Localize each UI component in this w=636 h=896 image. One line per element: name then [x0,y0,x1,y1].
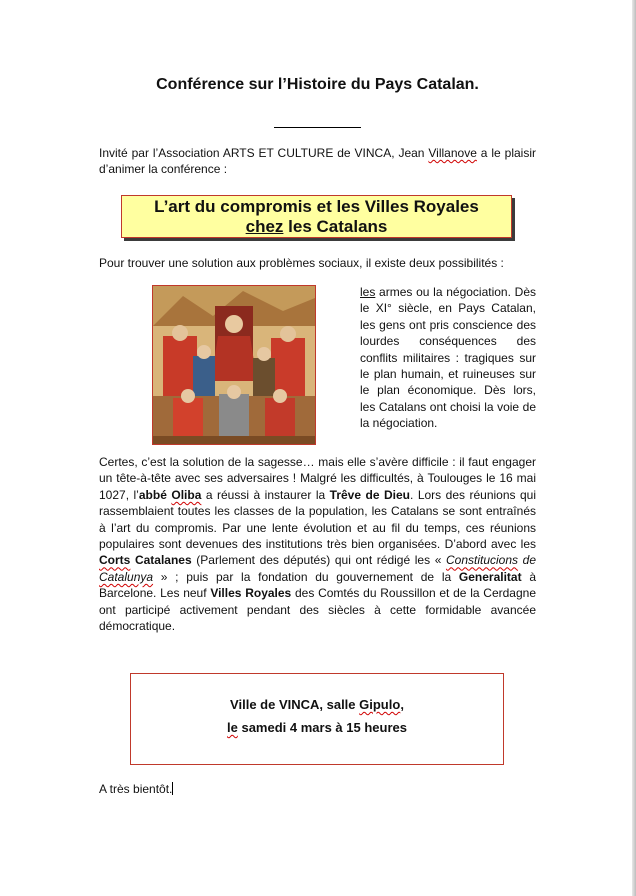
event-le: le [227,720,238,735]
possibilities-paragraph: Pour trouver une solution aux problèmes sociaux, il existe deux possibilités : [99,256,504,270]
intro-paragraph [99,145,536,178]
event-date-text: samedi 4 mars à 15 heures [237,720,407,735]
oliba: Oliba [171,487,202,502]
intro-text-end: a le plaisir d’animer la conférence : [99,146,536,177]
title-rule [274,127,361,128]
main-text-5: » ; puis par la fondation du gouvernement de la [153,569,459,584]
catalunya: Catalunya [99,569,154,584]
event-box [130,673,504,765]
abbe: abbé [138,487,172,502]
villes-royales: Villes Royales [210,586,292,601]
corts: Corts [99,553,131,568]
closing-line[interactable] [99,782,173,796]
main-text-6: à Barcelone. Les neuf [99,569,536,601]
generalitat: Generalitat [458,569,522,584]
medieval-assembly-painting [152,285,316,445]
closing-text: A très bientôt. [99,782,173,796]
headline-catalans: les Catalans [283,217,388,236]
event-comma: , [400,697,404,712]
constitucions: Constitucions [445,553,519,568]
catalanes: Catalanes [130,553,192,568]
headline-line-1: L’art du compromis et les Villes Royales [154,197,479,216]
side-first-word: les [360,285,376,299]
const-de: de [518,553,536,568]
headline-box [121,195,512,238]
main-text-7: des Comtés du Roussillon et de la Cerdagne ont participé activement pendant des siècles à cette formidable avancée démocratique. [99,586,536,634]
treve-de-dieu: Trêve de Dieu [329,487,411,502]
page-edge [632,0,636,896]
side-paragraph [360,284,536,432]
document-title: Conférence sur l’Histoire du Pays Catalan. [156,76,479,93]
text-cursor [172,782,173,795]
main-text-4: (Parlement des députés) qui ont rédigé les « [191,553,446,568]
event-date [131,720,503,735]
main-text-2: a réussi à instaurer la [201,487,330,502]
headline-line-2 [122,217,511,237]
intro-text: Invité par l’Association ARTS ET CULTURE de VINCA, Jean [99,146,429,160]
main-text-3: . Lors des réunions qui rassemblaient toutes les classes de la population, les Catalans se sont entraînés à l’art du compromis. Par une lente évolution et au fil du temps, ces réunions populaires sont devenues des institutions très bien organisées. D’abord avec les [99,487,537,552]
event-room: Gipulo [359,697,401,712]
event-location-text: Ville de VINCA, salle [230,697,360,712]
painting-illustration [153,286,315,444]
main-paragraph [99,454,536,634]
main-text-1: Certes, c’est la solution de la sagesse… mais elle s’avère difficile : il faut engager un tête-à-tête avec ses adversaires ! Malgré les difficultés, à Toulouges le 16 mai 1027, l’ [99,455,536,502]
event-location [131,697,503,712]
speaker-name: Villanove [428,146,477,160]
headline-chez: chez [245,217,284,236]
side-text: armes ou la négociation. Dès le XI° siècle, en Pays Catalan, les gens ont pris conscience des lourdes conséquences des conflits militaires : tragiques sur le plan humain, et ruineuses sur le plan économique. Dès lors, les Catalans ont choisi la voie de la négociation. [360,285,536,431]
